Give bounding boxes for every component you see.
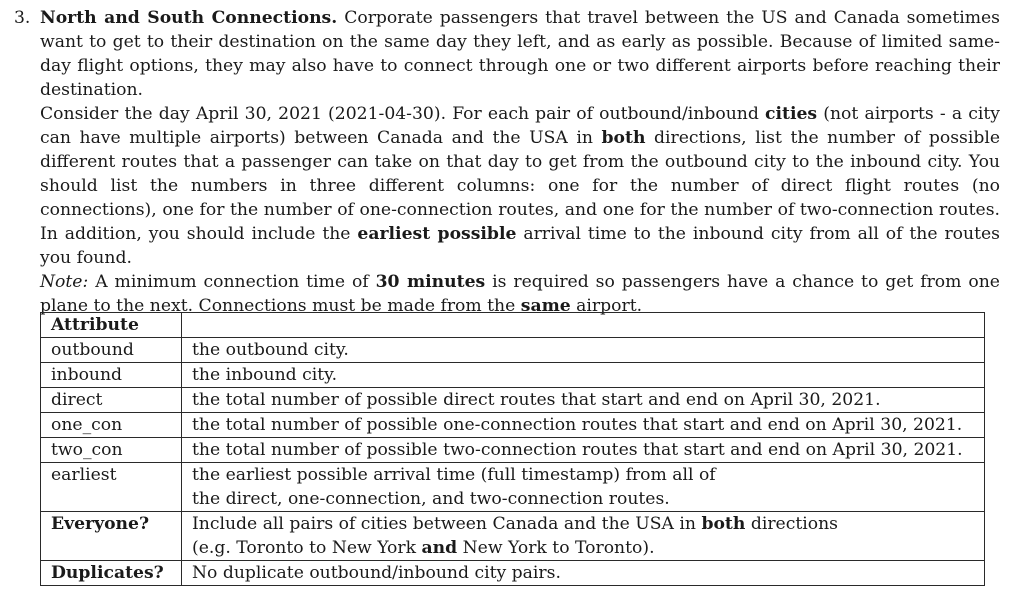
note-text-1: A minimum connection time of xyxy=(88,272,376,292)
problem-section xyxy=(14,6,1000,318)
everyone-key: Everyone? xyxy=(41,512,182,561)
problem-note xyxy=(40,270,1000,318)
table-row xyxy=(41,363,985,388)
body-text-3: directions, list the number of possible different routes that a passenger can take on that day to get from the outbound city to the inbound city. You should list the numbers in three different columns: one for the number of direct flight routes (no connections), one for the number of one-connection routes, and one for the number of two-connection routes. In addition, you should include the xyxy=(40,128,1001,244)
table-row-everyone xyxy=(41,512,985,561)
everyone-text-3: (e.g. Toronto to New York xyxy=(192,538,422,558)
attr-desc xyxy=(182,463,985,512)
duplicates-key: Duplicates? xyxy=(41,561,182,586)
body-bold-earliest: earliest possible xyxy=(357,224,517,244)
note-text-3: airport. xyxy=(570,296,643,316)
table-row xyxy=(41,463,985,512)
attr-desc-line-2: the direct, one-connection, and two-connection routes. xyxy=(192,489,670,509)
header-attribute: Attribute xyxy=(41,313,182,338)
table-row xyxy=(41,438,985,463)
attr-desc: the total number of possible direct routes that start and end on April 30, 2021. xyxy=(182,388,985,413)
everyone-desc xyxy=(182,512,985,561)
note-text-2: is required so passengers have a chance to get from one plane to the next. Connections must be made from the xyxy=(40,272,1000,316)
attr-key: one_con xyxy=(41,413,182,438)
duplicates-desc: No duplicate outbound/inbound city pairs. xyxy=(182,561,985,586)
table-row-duplicates xyxy=(41,561,985,586)
attr-key: inbound xyxy=(41,363,182,388)
table-row xyxy=(41,388,985,413)
body-bold-both: both xyxy=(601,128,646,148)
note-label: Note: xyxy=(40,272,89,292)
problem-number: 3. xyxy=(14,8,31,28)
attr-desc: the total number of possible two-connection routes that start and end on April 30, 2021. xyxy=(182,438,985,463)
problem-body xyxy=(40,102,1000,270)
everyone-text-1: Include all pairs of cities between Canada and the USA in xyxy=(192,514,702,534)
table-header-row xyxy=(41,313,985,338)
header-empty xyxy=(182,313,985,338)
attr-key: two_con xyxy=(41,438,182,463)
attr-desc-line-1: the earliest possible arrival time (full timestamp) from all of xyxy=(192,465,716,485)
everyone-text-2: directions xyxy=(745,514,838,534)
table-row xyxy=(41,413,985,438)
intro-text: Corporate passengers that travel between the US and Canada sometimes want to get to their destination on the same day they left, and as early as possible. Because of limited same-day flight options, they may also have to connect through one or two different airports before reaching their destination. xyxy=(40,8,1001,100)
attr-key: direct xyxy=(41,388,182,413)
everyone-text-4: New York to Toronto). xyxy=(457,538,655,558)
attr-desc: the outbound city. xyxy=(182,338,985,363)
body-text-4: arrival time to the inbound city from all of the routes you found. xyxy=(40,224,1000,268)
everyone-bold-both: both xyxy=(701,514,746,534)
everyone-bold-and: and xyxy=(421,538,458,558)
attr-desc: the inbound city. xyxy=(182,363,985,388)
problem-title: North and South Connections. xyxy=(40,8,338,28)
table-row xyxy=(41,338,985,363)
problem-intro xyxy=(40,6,1000,102)
attr-key: outbound xyxy=(41,338,182,363)
note-bold-30min: 30 minutes xyxy=(375,272,486,292)
body-text-2: (not airports - a city can have multiple airports) between Canada and the USA in xyxy=(40,104,1000,148)
attribute-table xyxy=(40,312,985,586)
attr-key: earliest xyxy=(41,463,182,512)
note-bold-same: same xyxy=(520,296,571,316)
attr-desc: the total number of possible one-connection routes that start and end on April 30, 2021. xyxy=(182,413,985,438)
body-text-1: Consider the day April 30, 2021 (2021-04-30). For each pair of outbound/inbound xyxy=(40,104,766,124)
body-bold-cities: cities xyxy=(765,104,818,124)
